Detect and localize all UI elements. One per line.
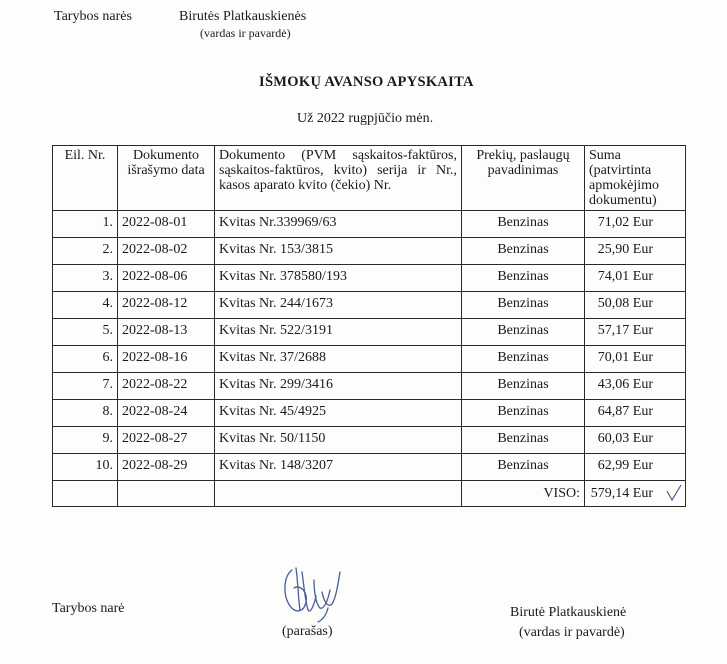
table-header-row — [53, 146, 686, 211]
row-date: 2022-08-12 — [118, 292, 215, 319]
row-number: 3. — [53, 265, 118, 292]
row-document: Kvitas Nr. 50/1150 — [215, 427, 462, 454]
row-date: 2022-08-02 — [118, 238, 215, 265]
total-value-cell — [585, 481, 686, 507]
table-row — [53, 292, 686, 319]
row-item: Benzinas — [462, 265, 585, 292]
signature-icon — [278, 562, 342, 624]
row-date: 2022-08-16 — [118, 346, 215, 373]
row-document: Kvitas Nr. 299/3416 — [215, 373, 462, 400]
row-sum: 71,02 Eur — [585, 211, 686, 238]
header-sum: Suma (patvirtinta apmokėjimo dokumentu) — [585, 146, 686, 211]
row-date: 2022-08-01 — [118, 211, 215, 238]
top-role: Tarybos narės — [54, 9, 132, 24]
report-table — [52, 145, 686, 507]
row-document: Kvitas Nr.339969/63 — [215, 211, 462, 238]
row-number: 9. — [53, 427, 118, 454]
row-date: 2022-08-22 — [118, 373, 215, 400]
checkmark-icon — [665, 483, 683, 503]
row-sum: 74,01 Eur — [585, 265, 686, 292]
table-body — [53, 211, 686, 481]
row-number: 2. — [53, 238, 118, 265]
table-row — [53, 211, 686, 238]
row-date: 2022-08-06 — [118, 265, 215, 292]
header-item: Prekių, paslaugų pavadinimas — [462, 146, 585, 211]
row-item: Benzinas — [462, 454, 585, 481]
row-number: 1. — [53, 211, 118, 238]
row-sum: 60,03 Eur — [585, 427, 686, 454]
row-date: 2022-08-29 — [118, 454, 215, 481]
total-empty-1 — [53, 481, 118, 507]
row-number: 10. — [53, 454, 118, 481]
row-item: Benzinas — [462, 373, 585, 400]
row-item: Benzinas — [462, 319, 585, 346]
total-row — [53, 481, 686, 507]
row-sum: 25,90 Eur — [585, 238, 686, 265]
header-no: Eil. Nr. — [53, 146, 118, 211]
document-title: IŠMOKŲ AVANSO APYSKAITA — [259, 74, 474, 90]
row-item: Benzinas — [462, 400, 585, 427]
table-row — [53, 427, 686, 454]
row-document: Kvitas Nr. 45/4925 — [215, 400, 462, 427]
row-number: 8. — [53, 400, 118, 427]
row-date: 2022-08-24 — [118, 400, 215, 427]
row-document: Kvitas Nr. 148/3207 — [215, 454, 462, 481]
row-date: 2022-08-27 — [118, 427, 215, 454]
row-sum: 64,87 Eur — [585, 400, 686, 427]
row-sum: 62,99 Eur — [585, 454, 686, 481]
row-date: 2022-08-13 — [118, 319, 215, 346]
row-sum: 43,06 Eur — [585, 373, 686, 400]
row-document: Kvitas Nr. 244/1673 — [215, 292, 462, 319]
top-name: Birutės Platkauskienės — [179, 9, 307, 24]
total-empty-3 — [215, 481, 462, 507]
table-row — [53, 400, 686, 427]
table-row — [53, 373, 686, 400]
header-date: Dokumento išrašymo data — [118, 146, 215, 211]
header-document: Dokumento (PVM sąskaitos-faktūros, sąskaitos-faktūros, kvito) serija ir Nr., kasos aparato kvito (čekio) Nr. — [215, 146, 462, 211]
row-number: 4. — [53, 292, 118, 319]
total-label: VISO: — [462, 481, 585, 507]
total-empty-2 — [118, 481, 215, 507]
footer-name-caption: (vardas ir pavardė) — [519, 625, 625, 640]
table-row — [53, 238, 686, 265]
table-row — [53, 319, 686, 346]
row-document: Kvitas Nr. 37/2688 — [215, 346, 462, 373]
row-sum: 57,17 Eur — [585, 319, 686, 346]
signature-caption: (parašas) — [282, 624, 333, 639]
row-item: Benzinas — [462, 211, 585, 238]
row-number: 6. — [53, 346, 118, 373]
row-sum: 70,01 Eur — [585, 346, 686, 373]
table-row — [53, 346, 686, 373]
row-item: Benzinas — [462, 238, 585, 265]
footer-role: Tarybos narė — [52, 601, 125, 616]
row-document: Kvitas Nr. 522/3191 — [215, 319, 462, 346]
row-sum: 50,08 Eur — [585, 292, 686, 319]
total-value: 579,14 Eur — [590, 486, 653, 501]
report-period: Už 2022 rugpjūčio mėn. — [297, 111, 434, 126]
row-number: 7. — [53, 373, 118, 400]
row-item: Benzinas — [462, 292, 585, 319]
row-item: Benzinas — [462, 346, 585, 373]
top-name-caption: (vardas ir pavardė) — [200, 26, 291, 40]
table-row — [53, 454, 686, 481]
row-item: Benzinas — [462, 427, 585, 454]
row-document: Kvitas Nr. 378580/193 — [215, 265, 462, 292]
row-number: 5. — [53, 319, 118, 346]
footer-name: Birutė Platkauskienė — [510, 605, 627, 620]
row-document: Kvitas Nr. 153/3815 — [215, 238, 462, 265]
table-row — [53, 265, 686, 292]
